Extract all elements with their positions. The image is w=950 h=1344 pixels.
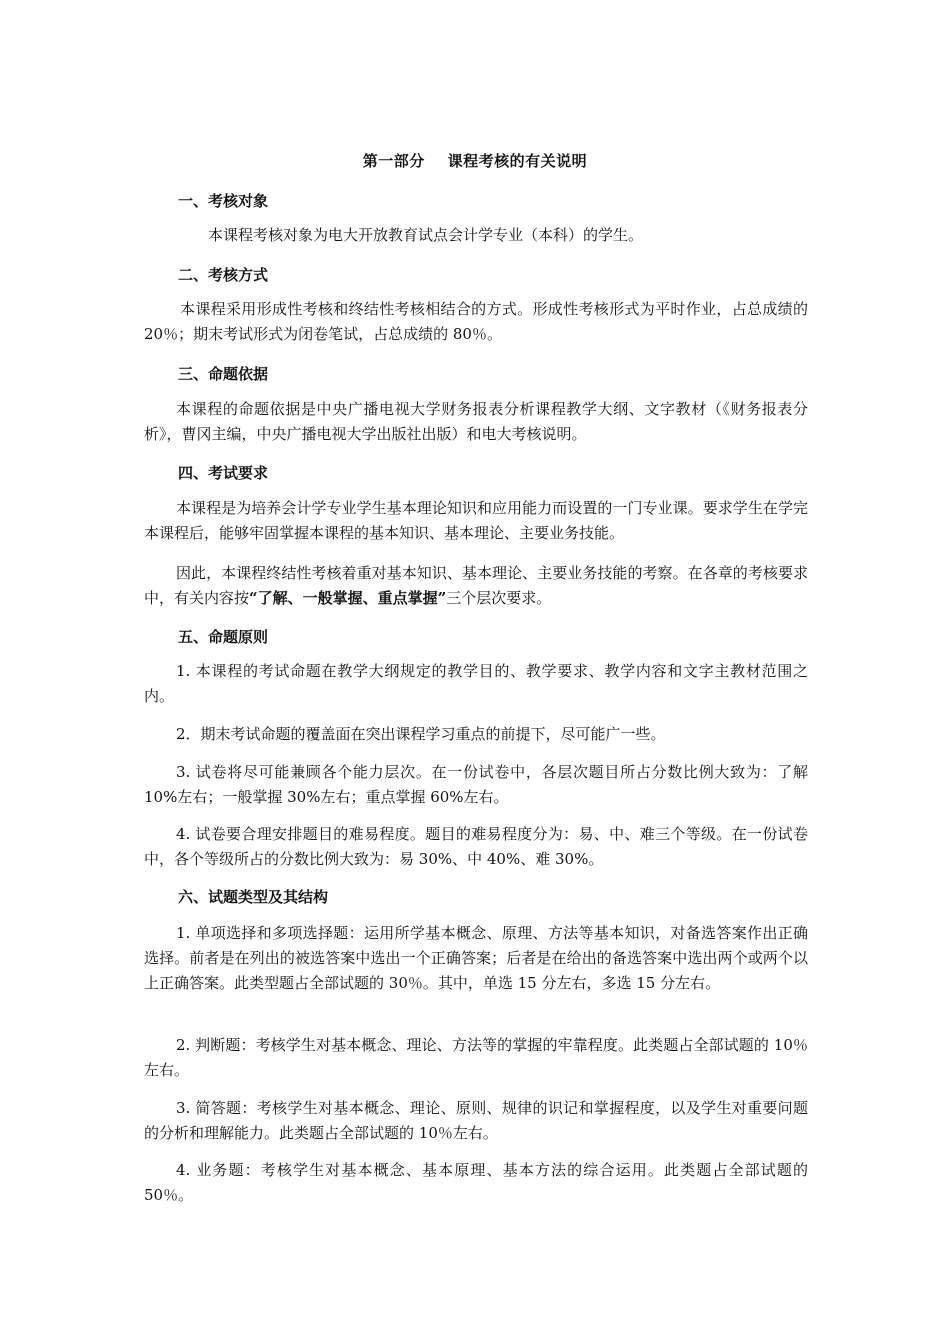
section-heading-question-types: 六、试题类型及其结构 (178, 888, 329, 906)
paragraph-text: 三个层次要求。 (446, 589, 552, 607)
page-title: 第一部分 课程考核的有关说明 (362, 152, 588, 170)
paragraph: 2. 判断题：考核学生对基本概念、理论、方法等的掌握的牢靠程度。此类题占全部试题的 10％左右。 (144, 1036, 808, 1079)
paragraph: 1. 本课程的考试命题在教学大纲规定的教学目的、教学要求、教学内容和文字主教材范围之内。 (144, 662, 808, 705)
section-heading-assessment-method: 二、考核方式 (178, 266, 269, 284)
paragraph: 2．期末考试命题的覆盖面在突出课程学习重点的前提下，尽可能广一些。 (176, 725, 666, 743)
section-heading-basis: 三、命题依据 (178, 365, 269, 383)
paragraph (144, 561, 808, 611)
paragraph: 本课程考核对象为电大开放教育试点会计学专业（本科）的学生。 (208, 226, 644, 244)
paragraph: 4. 业务题：考核学生对基本概念、基本原理、基本方法的综合运用。此类题占全部试题的 50％。 (144, 1161, 808, 1204)
paragraph: 3. 简答题：考核学生对基本概念、理论、原则、规律的识记和掌握程度，以及学生对重要问题的分析和理解能力。此类题占全部试题的 10％左右。 (144, 1099, 808, 1142)
paragraph: 本课程的命题依据是中央广播电视大学财务报表分析课程教学大纲、文字教材（《财务报表分析》，曹冈主编，中央广播电视大学出版社出版）和电大考核说明。 (144, 400, 808, 443)
paragraph-text: 因此，本课程终结性考核着重对基本知识、基本理论、主要业务技能的考察。在各章的考核要求中，有关内容按 (144, 564, 808, 607)
paragraph: 本课程采用形成性考核和终结性考核相结合的方式。形成性考核形式为平时作业，占总成绩的 20％；期末考试形式为闭卷笔试，占总成绩的 80％。 (144, 300, 808, 343)
paragraph: 4. 试卷要合理安排题目的难易程度。题目的难易程度分为：易、中、难三个等级。在一份试卷中，各个等级所占的分数比例大致为：易 30%、中 40%、难 30%。 (144, 825, 808, 868)
paragraph: 3. 试卷将尽可能兼顾各个能力层次。在一份试卷中，各层次题目所占分数比例大致为：了解 10%左右；一般掌握 30%左右；重点掌握 60%左右。 (144, 763, 808, 806)
section-heading-principles: 五、命题原则 (178, 628, 269, 646)
paragraph: 1. 单项选择和多项选择题：运用所学基本概念、原理、方法等基本知识，对备选答案作出正确选择。前者是在列出的被选答案中选出一个正确答案；后者是在给出的备选答案中选出两个或两个以上正确答案。此类型题占全部试题的 30％。其中，单选 15 分左右，多选 15 分左右。 (144, 924, 808, 992)
section-heading-exam-requirements: 四、考试要求 (178, 464, 269, 482)
section-heading-assessment-target: 一、考核对象 (178, 192, 269, 210)
emphasis-text: “了解、一般掌握、重点掌握” (249, 589, 447, 607)
paragraph: 本课程是为培养会计学专业学生基本理论知识和应用能力而设置的一门专业课。要求学生在学完本课程后，能够牢固掌握本课程的基本知识、基本理论、主要业务技能。 (144, 499, 808, 542)
